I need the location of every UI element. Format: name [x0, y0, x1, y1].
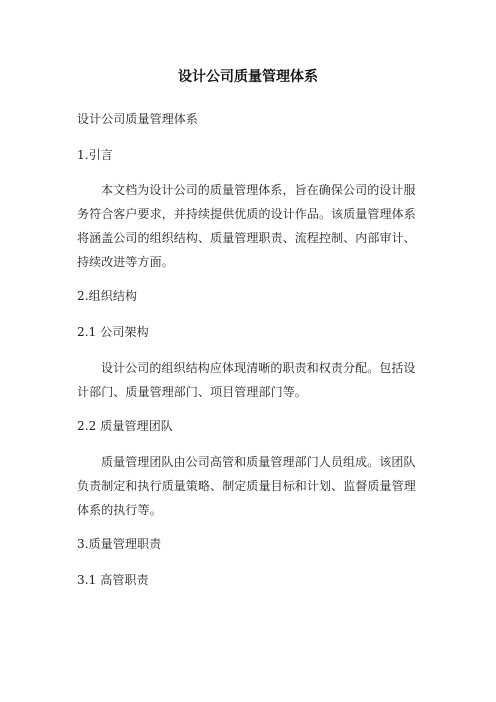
document-title: 设计公司质量管理体系 [178, 69, 318, 85]
document-subtitle: 设计公司质量管理体系 [77, 112, 199, 126]
paragraph-quality-team: 质量管理团队由公司高管和质量管理部门人员组成。该团队负责制定和执行质量策略、制定质量目标和计划、监督质量管理体系的执行等。 [77, 455, 416, 517]
paragraph-company-structure: 设计公司的组织结构应体现清晰的职责和权责分配。包括设计部门、质量管理部门、项目管理部门等。 [77, 361, 416, 399]
section-heading-quality-duties: 3.质量管理职责 [77, 537, 162, 551]
paragraph-intro: 本文档为设计公司的质量管理体系，旨在确保公司的设计服务符合客户要求，并持续提供优质的设计作品。该质量管理体系将涵盖公司的组织结构、质量管理职责、流程控制、内部审计、持续改进等方面。 [77, 183, 416, 269]
subsection-heading-quality-team: 2.2 质量管理团队 [77, 419, 173, 433]
section-heading-organization: 2.组织结构 [77, 289, 138, 303]
section-heading-intro: 1.引言 [77, 148, 113, 162]
subsection-heading-executive-duties: 3.1 高管职责 [77, 573, 149, 587]
subsection-heading-company-structure: 2.1 公司架构 [77, 325, 149, 339]
